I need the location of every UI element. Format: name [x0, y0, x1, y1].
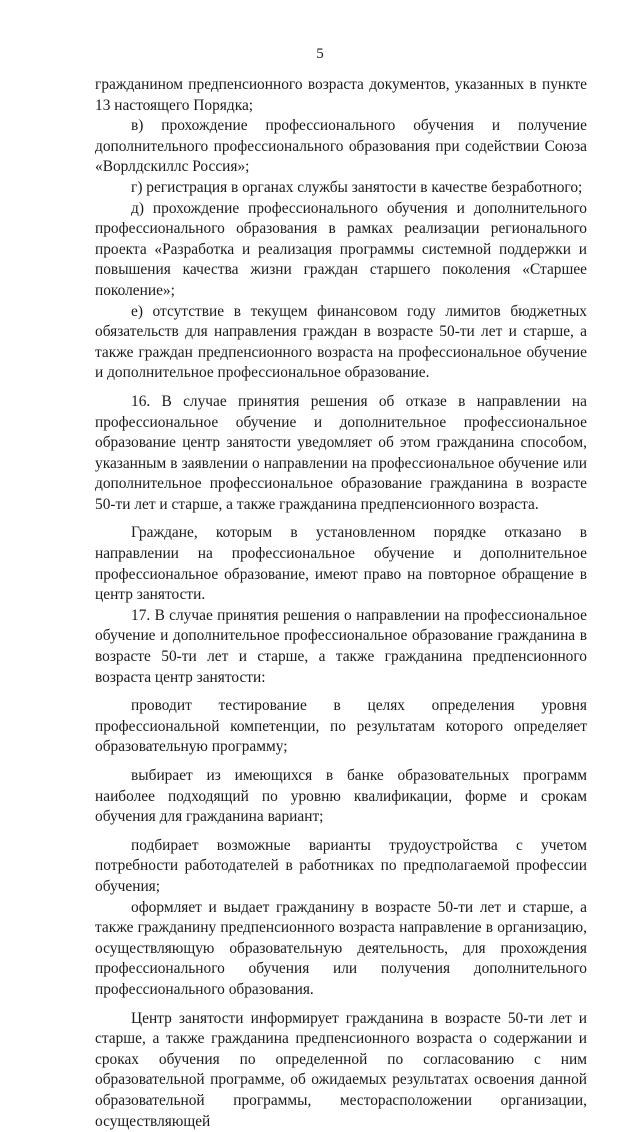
paragraph: Центр занятости информирует гражданина в возрасте 50-ти лет и старше, а также гражданина предпенсионного возраста о содержании и сроках обучения по определенной по согласованию с ним образовательной программе, об ожидаемых результатах освоения данной образовательной программы, месторасположении организации, осуществляющей	[95, 1009, 587, 1130]
paragraph: д) прохождение профессионального обучения и дополнительного профессионального образования в рамках реализации регионального проекта «Разработка и реализация программы системной поддержки и повышения качества жизни граждан старшего поколения «Старшее поколение»;	[95, 199, 587, 299]
paragraph: в) прохождение профессионального обучения и получение дополнительного профессионального образования при содействии Союза «Ворлдскиллс Россия»;	[95, 117, 587, 176]
paragraph: 16. В случае принятия решения об отказе в направлении на профессиональное обучение и дополнительное профессиональное образование центр занятости уведомляет об этом гражданина способом, указанным в заявлении о направлении на профессиональное обучение или дополнительное профессиональное образование гражданина в возрасте 50-ти лет и старше, а также гражданина предпенсионного возраста.	[95, 392, 587, 513]
paragraph: проводит тестирование в целях определения уровня профессиональной компетенции, по результатам которого определяет образовательную программу;	[95, 697, 587, 756]
paragraph: гражданином предпенсионного возраста документов, указанных в пункте 13 настоящего Порядка;	[95, 76, 587, 114]
paragraph: оформляет и выдает гражданину в возрасте 50-ти лет и старше, а также гражданину предпенсионного возраста направление в организацию, осуществляющую образовательную деятельность, для прохождения профессионального обучения или получения дополнительного профессионального образования.	[95, 898, 587, 998]
paragraph: 17. В случае принятия решения о направлении на профессиональное обучение и дополнительное профессиональное образование гражданина в возрасте 50-ти лет и старше, а также гражданина предпенсионного возраста центр занятости:	[95, 606, 587, 686]
document-body	[95, 75, 587, 1132]
paragraph: выбирает из имеющихся в банке образовательных программ наиболее подходящий по уровню квалификации, форме и срокам обучения для гражданина вариант;	[95, 767, 587, 826]
page-number: 5	[316, 46, 324, 62]
paragraph: е) отсутствие в текущем финансовом году лимитов бюджетных обязательств для направления граждан в возрасте 50-ти лет и старше, а также граждан предпенсионного возраста на профессиональное обучение и дополнительное профессиональное образование.	[95, 302, 587, 382]
paragraph: подбирает возможные варианты трудоустройства с учетом потребности работодателей в работниках по предполагаемой профессии обучения;	[95, 836, 587, 895]
paragraph: г) регистрация в органах службы занятости в качестве безработного;	[131, 178, 583, 196]
paragraph: Граждане, которым в установленном порядке отказано в направлении на профессиональное обучение и дополнительное профессиональное образование, имеют право на повторное обращение в центр занятости.	[95, 524, 587, 604]
